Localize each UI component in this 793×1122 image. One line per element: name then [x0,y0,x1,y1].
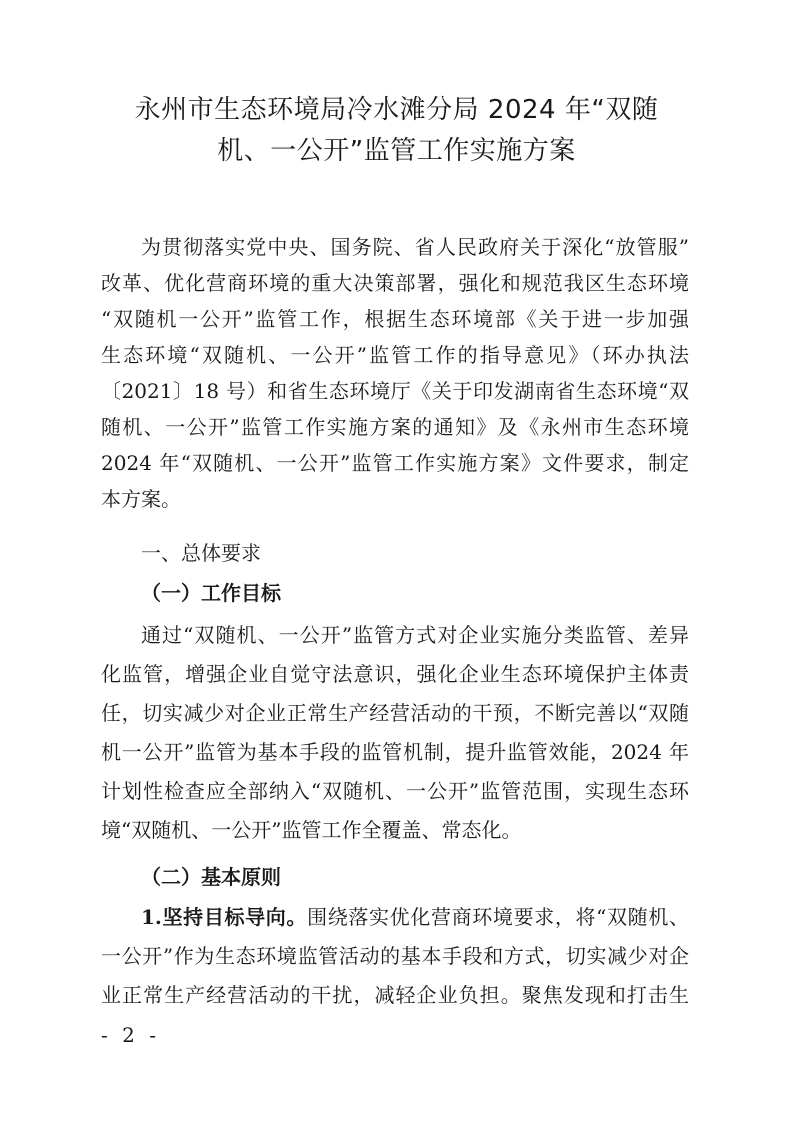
page-number: - 2 - [101,1023,160,1047]
sub2-line-3: 业正常生产经营活动的干扰，减轻企业负担。聚焦发现和打击生 [101,983,689,1007]
intro-line-5: 〔2021〕18 号）和省生态环境厅《关于印发湖南省生态环境“双 [101,379,689,403]
document-title [80,90,713,172]
sub1-line-1: 通过“双随机、一公开”监管方式对企业实施分类监管、差异 [141,623,689,647]
subsection-heading-2: （二）基本原则 [141,865,281,889]
sub1-line-4: 机一公开”监管为基本手段的监管机制，提升监管效能，2024 年 [101,740,689,764]
intro-line-4: 生态环境“双随机、一公开”监管工作的指导意见》（环办执法 [101,343,689,367]
sub2-line-1 [141,902,689,932]
point-1-title: 1.坚持目标导向。 [141,905,308,929]
intro-line-2: 改革、优化营商环境的重大决策部署，强化和规范我区生态环境 [101,271,689,295]
intro-line-6: 随机、一公开”监管工作实施方案的通知》及《永州市生态环境 [101,415,689,439]
point-1-text: 围绕落实优化营商环境要求，将“双随机、 [307,905,689,929]
section-heading-1: 一、总体要求 [141,541,261,565]
intro-line-8: 本方案。 [101,487,181,511]
intro-line-3: “双随机一公开”监管工作，根据生态环境部《关于进一步加强 [101,307,689,331]
sub1-line-6: 境“双随机、一公开”监管工作全覆盖、常态化。 [101,818,522,842]
sub1-line-3: 任，切实减少对企业正常生产经营活动的干预，不断完善以“双随 [101,701,689,725]
sub2-line-2: 一公开”作为生态环境监管活动的基本手段和方式，切实减少对企 [101,944,689,968]
title-line-1: 永州市生态环境局冷水滩分局 2024 年“双随 [134,95,659,125]
intro-line-1: 为贯彻落实党中央、国务院、省人民政府关于深化“放管服” [141,235,689,259]
subsection-heading-1: （一）工作目标 [141,581,281,605]
sub1-line-5: 计划性检查应全部纳入“双随机、一公开”监管范围，实现生态环 [101,779,689,803]
sub1-line-2: 化监管，增强企业自觉守法意识，强化企业生态环境保护主体责 [101,662,689,686]
title-line-2: 机、一公开”监管工作实施方案 [217,136,576,166]
intro-line-7: 2024 年“双随机、一公开”监管工作实施方案》文件要求，制定 [101,451,689,475]
